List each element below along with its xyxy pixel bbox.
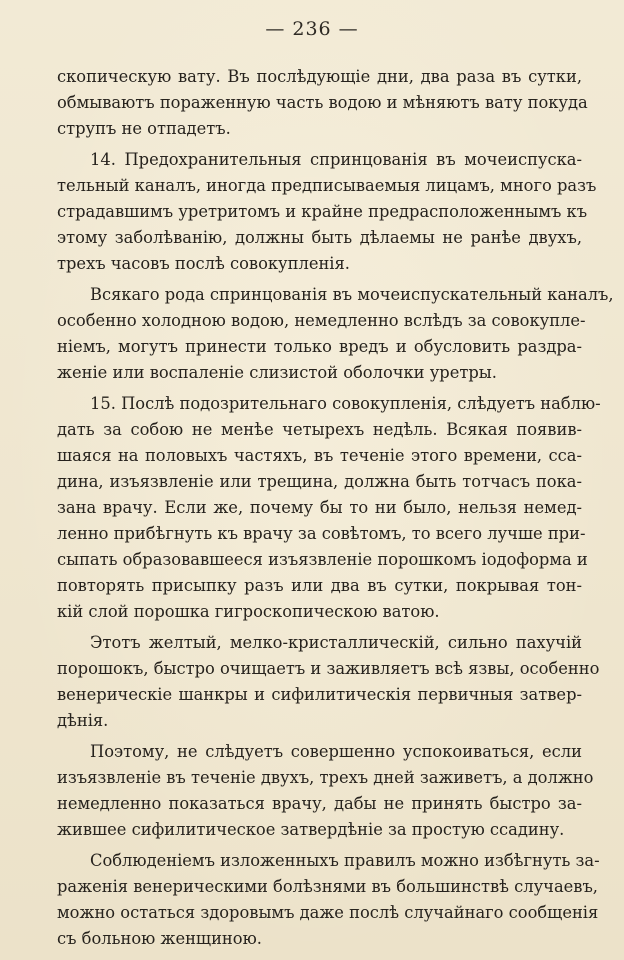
paragraph	[57, 848, 600, 952]
page-body-text	[57, 64, 614, 952]
text-line: повторять присыпку разъ или два въ сутки, покрывая тон-	[57, 576, 582, 595]
paragraph	[57, 64, 588, 142]
text-line: жившее сифилитическое затвердѣніе за простую ссадину.	[57, 820, 565, 839]
text-line: ніемъ, могутъ принести только вредъ и обусловить раздра-	[57, 337, 582, 356]
text-line: трехъ часовъ послѣ совокупленія.	[57, 254, 350, 273]
text-line: немедленно показаться врачу, дабы не принять быстро за-	[57, 794, 582, 813]
text-line: струпъ не отпадетъ.	[57, 119, 231, 138]
text-line: ленно прибѣгнуть къ врачу за совѣтомъ, то всего лучше при-	[57, 524, 586, 543]
text-line: Всякаго рода спринцованія въ мочеиспускательный каналъ,	[90, 285, 614, 304]
text-line: дать за собою не менѣе четырехъ недѣль. Всякая появив-	[57, 420, 582, 439]
text-line: порошокъ, быстро очищаетъ и заживляетъ всѣ язвы, особенно	[57, 659, 600, 678]
text-line: этому заболѣванію, должны быть дѣлаемы не ранѣе двухъ,	[57, 228, 582, 247]
text-line: Поэтому, не слѣдуетъ совершенно успокоиваться, если	[90, 742, 582, 761]
text-line: скопическую вату. Въ послѣдующіе дни, два раза въ сутки,	[57, 67, 582, 86]
text-line: зана врачу. Если же, почему бы то ни было, нельзя немед-	[57, 498, 582, 517]
text-line: изъязвленіе въ теченіе двухъ, трехъ дней заживетъ, а должно	[57, 768, 594, 787]
page-number: — 236 —	[265, 18, 359, 40]
text-line: особенно холодною водою, немедленно вслѣдъ за совокупле-	[57, 311, 586, 330]
paragraph	[57, 391, 601, 625]
text-line: тельный каналъ, иногда предписываемыя лицамъ, много разъ	[57, 176, 597, 195]
text-line: сыпать образовавшееся изъязвленіе порошкомъ іодоформа и	[57, 550, 588, 569]
text-line: дѣнія.	[57, 711, 109, 730]
text-line: 15. Послѣ подозрительнаго совокупленія, слѣдуетъ наблю-	[90, 394, 601, 413]
text-line: раженія венерическими болѣзнями въ большинствѣ случаевъ,	[57, 877, 598, 896]
text-line: съ больною женщиною.	[57, 929, 262, 948]
text-line: 14. Предохранительныя спринцованія въ мочеиспуска-	[90, 150, 582, 169]
paragraph	[57, 739, 594, 843]
text-line: венерическіе шанкры и сифилитическія первичныя затвер-	[57, 685, 582, 704]
text-line: обмываютъ пораженную часть водою и мѣняютъ вату покуда	[57, 93, 588, 112]
paragraph	[57, 147, 597, 277]
text-line: можно остаться здоровымъ даже послѣ случайнаго сообщенія	[57, 903, 599, 922]
text-line: Этотъ желтый, мелко-кристаллическій, сильно пахучій	[90, 633, 582, 652]
paragraph	[57, 630, 600, 734]
text-line: кій слой порошка гигроскопическою ватою.	[57, 602, 440, 621]
text-line: дина, изъязвленіе или трещина, должна быть тотчасъ пока-	[57, 472, 582, 491]
text-line: шаяся на половыхъ частяхъ, въ теченіе этого времени, сса-	[57, 446, 582, 465]
text-line: Соблюденіемъ изложенныхъ правилъ можно избѣгнуть за-	[90, 851, 600, 870]
paragraph	[57, 282, 614, 386]
text-line: страдавшимъ уретритомъ и крайне предрасположеннымъ къ	[57, 202, 588, 221]
text-line: женіе или воспаленіе слизистой оболочки уретры.	[57, 363, 497, 382]
